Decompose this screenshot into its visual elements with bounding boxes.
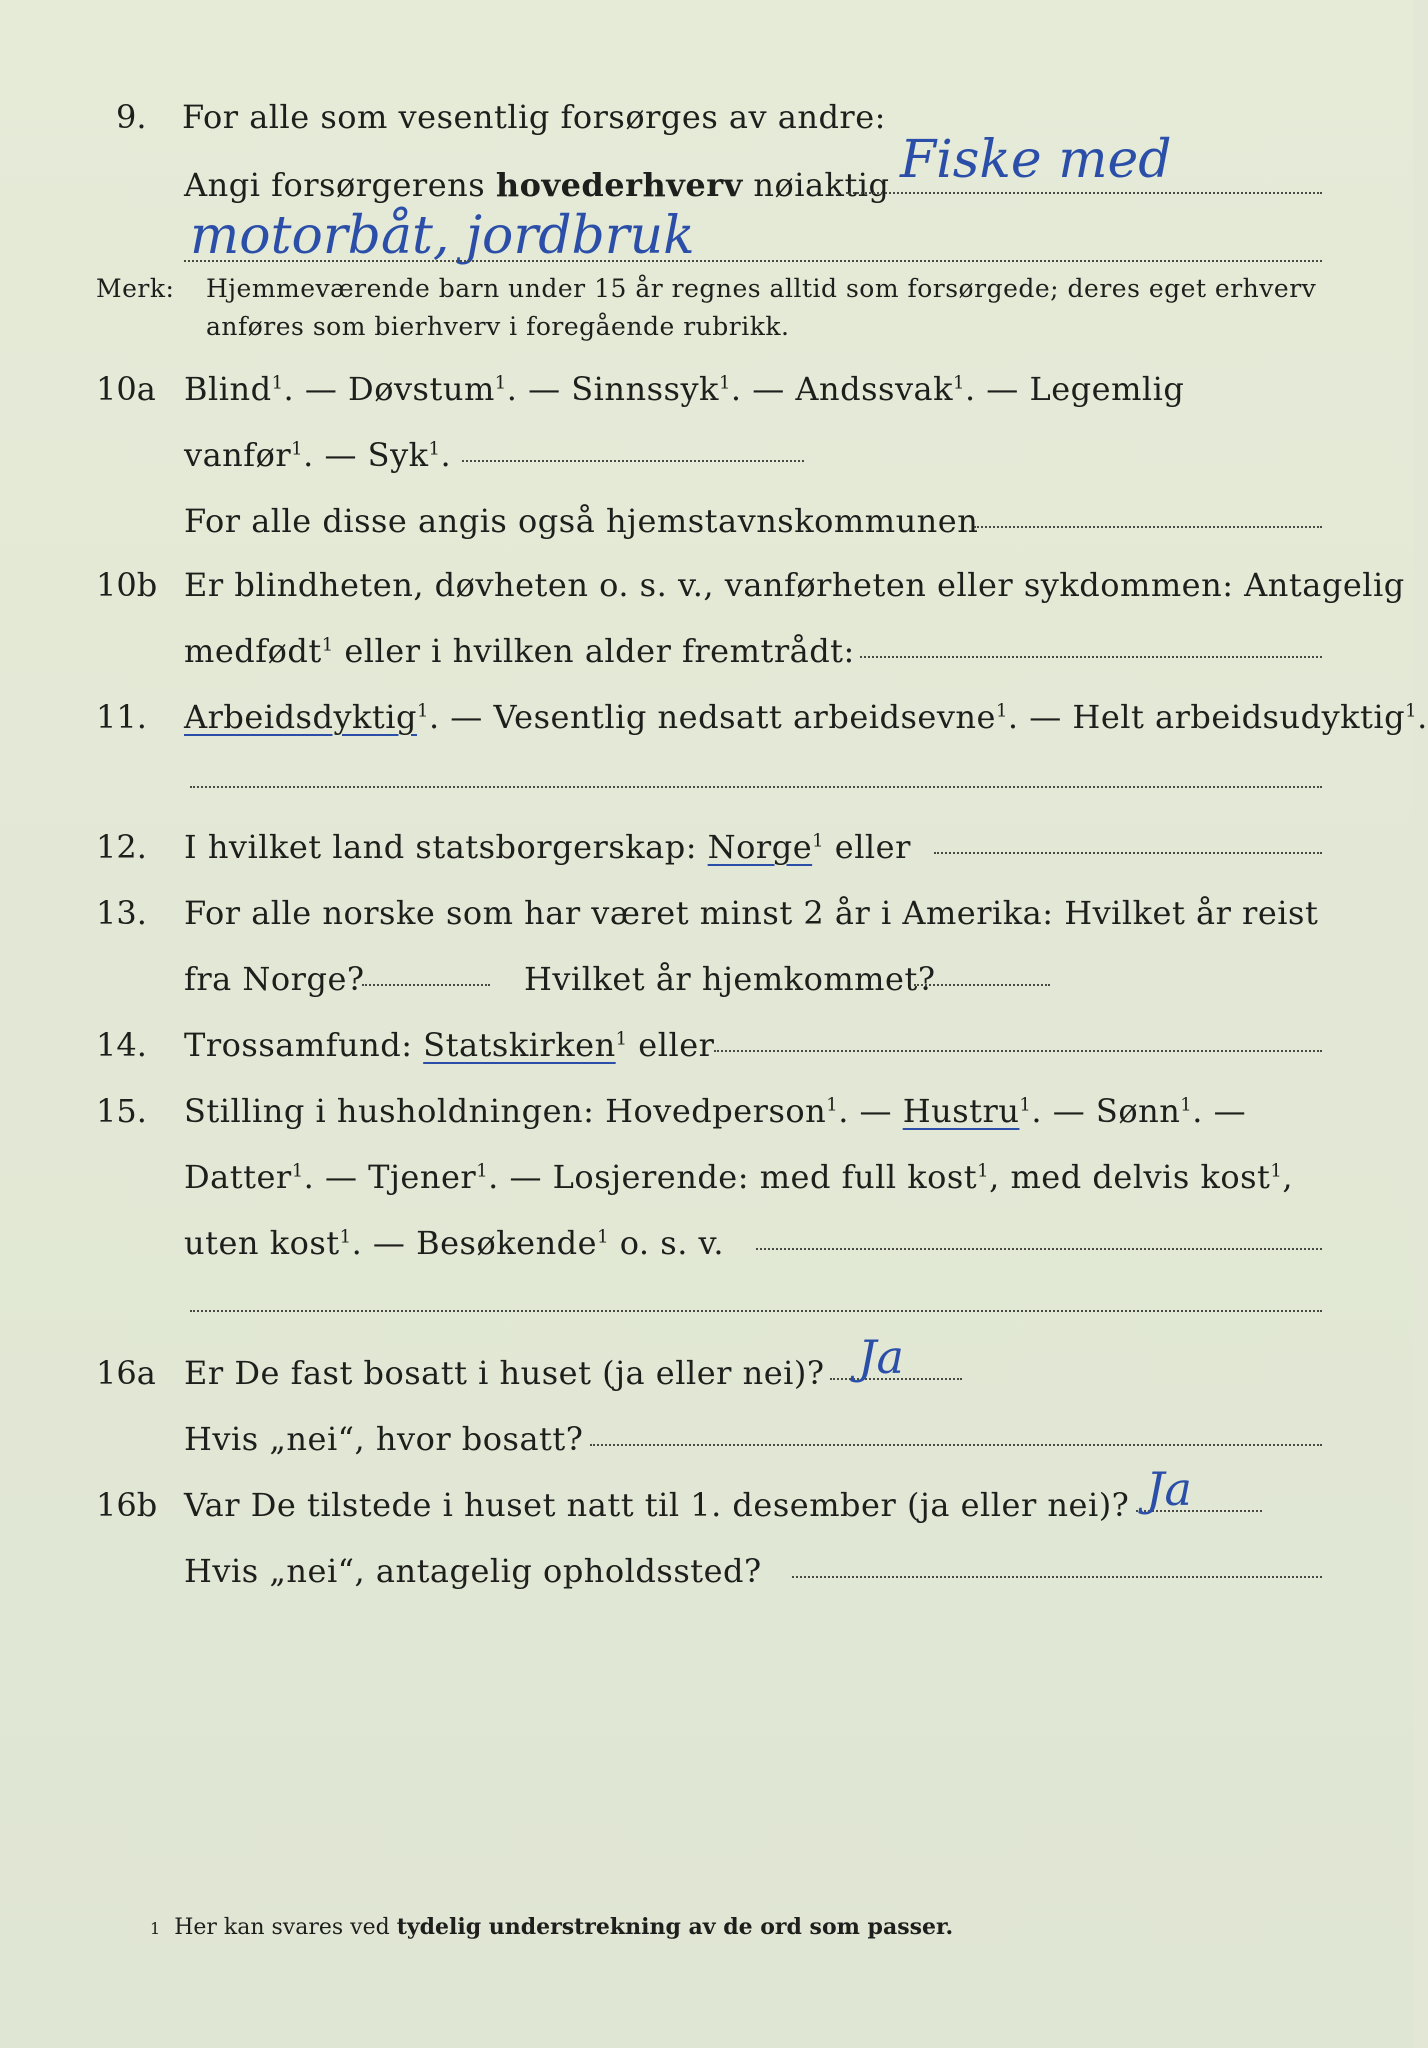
item-12-number: 12. (96, 828, 147, 866)
item-9-text: For alle som vesentlig forsørges av andre: (182, 98, 886, 136)
item-13-number: 13. (96, 894, 147, 932)
answer-line-15a (756, 1248, 1322, 1250)
item-9-question: Angi forsørgerens hovederhverv nøiaktig (184, 166, 890, 204)
answer-line-15b (190, 1310, 1322, 1312)
item-11-line: Arbeidsdyktig$^1$. — Vesentlig nedsatt arbeidsevne$^1$. — Helt arbeidsudyktig$^1$. (184, 698, 1428, 736)
answer-line-13b (914, 984, 1050, 986)
item-14-line: Trossamfund: Statskirken$^1$ eller (184, 1026, 715, 1064)
note-label: Merk: (96, 274, 175, 303)
item-16a-line1: Er De fast bosatt i huset (ja eller nei)? (184, 1354, 825, 1392)
answer-line-9a (846, 192, 1322, 194)
item-13-line2b: Hvilket år hjemkommet? (524, 960, 936, 998)
handwritten-answer-9-line2: motorbåt, jordbruk (190, 206, 695, 266)
note-text-line2: anføres som bierhverv i foregående rubrikk. (206, 312, 790, 341)
item-16b-line2: Hvis „nei“, antagelig opholdssted? (184, 1552, 762, 1590)
item-12-line: I hvilket land statsborgerskap: Norge$^1$ eller (184, 828, 911, 866)
answer-line-14 (714, 1050, 1322, 1052)
item-16a-line2: Hvis „nei“, hvor bosatt? (184, 1420, 584, 1458)
item-11-number: 11. (96, 698, 147, 736)
item-15-line1: Stilling i husholdningen: Hovedperson$^1$. — Hustru$^1$. — Sønn$^1$. — (184, 1092, 1247, 1130)
item-10a-line1: Blind$^1$. — Døvstum$^1$. — Sinnssyk$^1$. — Andssvak$^1$. — Legemlig (184, 370, 1185, 408)
answer-line-10a-2 (974, 526, 1322, 528)
item-16a-number: 16a (96, 1354, 156, 1392)
answer-line-11 (190, 786, 1322, 788)
handwritten-answer-16b: Ja (1146, 1462, 1192, 1516)
footnote: 1 Her kan svares ved tydelig understrekning av de ord som passer. (150, 1914, 954, 1940)
item-10b-line1: Er blindheten, døvheten o. s. v., vanførheten eller sykdommen: Antagelig (184, 566, 1405, 604)
answer-line-10a (462, 460, 804, 462)
item-13-line1: For alle norske som har været minst 2 år i Amerika: Hvilket år reist (184, 894, 1319, 932)
item-16b-number: 16b (96, 1486, 158, 1524)
item-16b-line1: Var De tilstede i huset natt til 1. desember (ja eller nei)? (184, 1486, 1130, 1524)
item-13-line2a: fra Norge? (184, 960, 365, 998)
item-10b-line2: medfødt$^1$ eller i hvilken alder fremtrådt: (184, 632, 855, 670)
item-10a-line3: For alle disse angis også hjemstavnskommunen (184, 502, 979, 540)
item-10a-number: 10a (96, 370, 156, 408)
item-9-number: 9. (116, 98, 147, 136)
item-10a-line2: vanfør$^1$. — Syk$^1$. (184, 436, 452, 474)
answer-line-16b-2 (792, 1576, 1322, 1578)
answer-line-10b (860, 656, 1322, 658)
item-14-number: 14. (96, 1026, 147, 1064)
answer-line-12 (934, 852, 1322, 854)
answer-line-16a-2 (590, 1444, 1322, 1446)
handwritten-answer-9-line1: Fiske med (900, 130, 1172, 190)
answer-line-13a (362, 984, 490, 986)
answer-line-9b (184, 260, 1322, 262)
note-text-line1: Hjemmeværende barn under 15 år regnes alltid som forsørgede; deres eget erhverv (206, 274, 1317, 303)
item-15-line2: Datter$^1$. — Tjener$^1$. — Losjerende: med full kost$^1$, med delvis kost$^1$, (184, 1158, 1294, 1196)
handwritten-answer-16a: Ja (858, 1330, 904, 1384)
item-15-line3: uten kost$^1$. — Besøkende$^1$ o. s. v. (184, 1224, 724, 1262)
item-10b-number: 10b (96, 566, 158, 604)
item-15-number: 15. (96, 1092, 147, 1130)
